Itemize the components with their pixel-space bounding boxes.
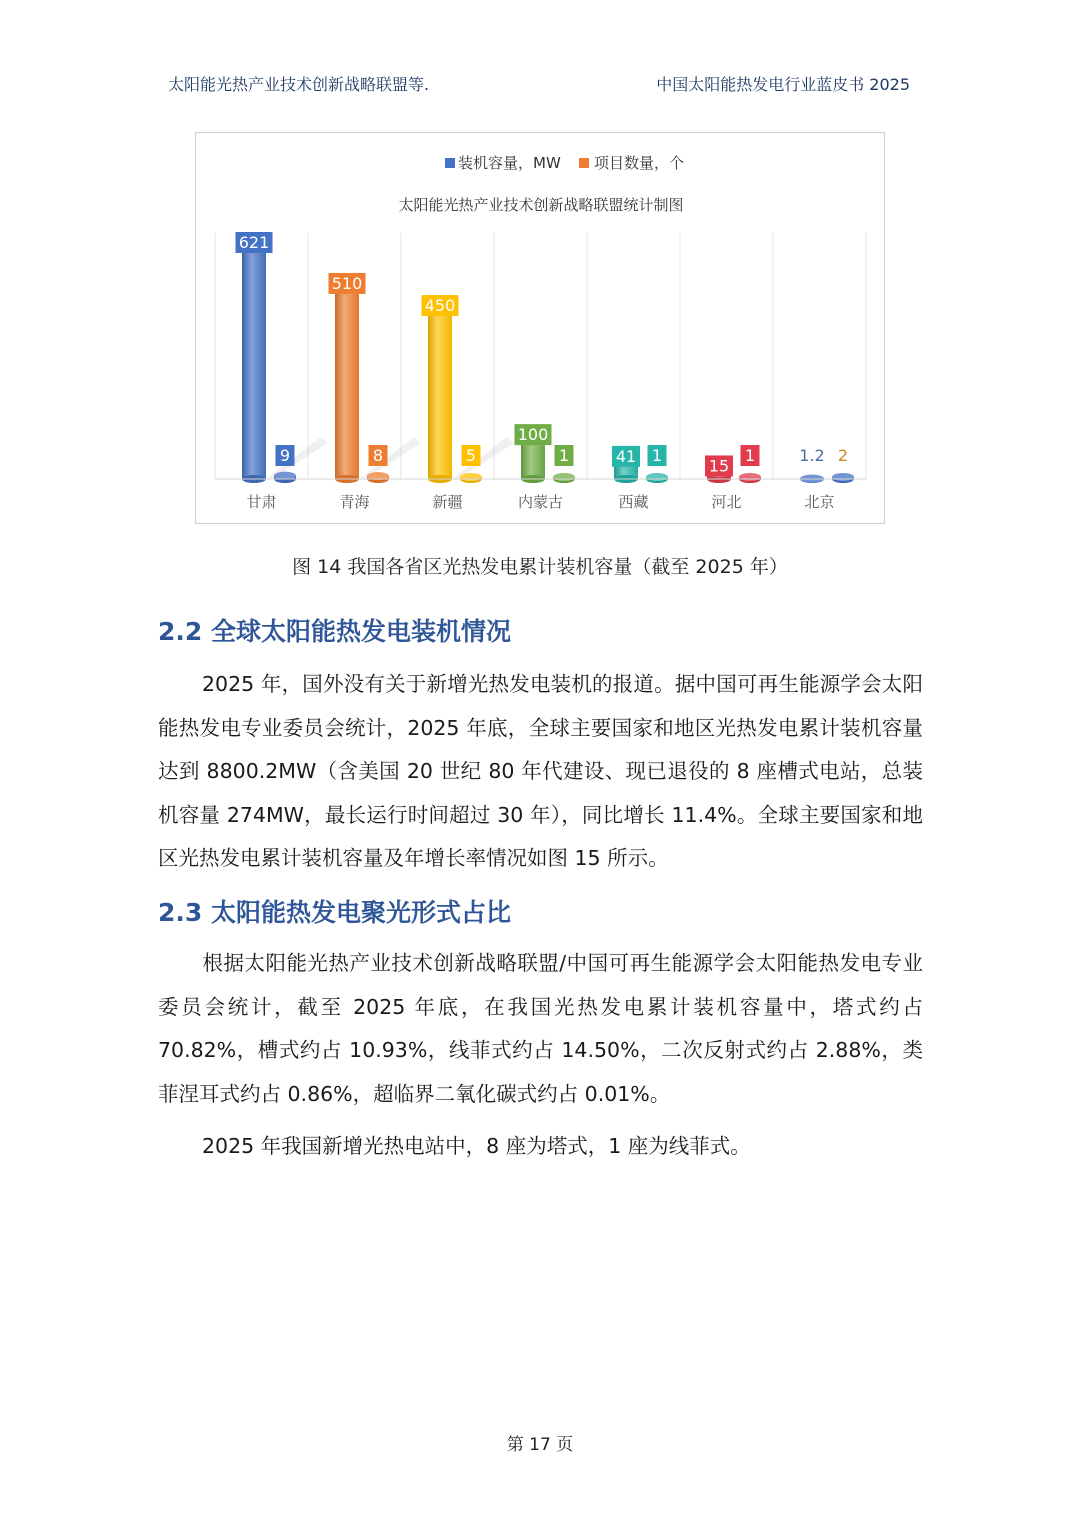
bar-capacity-1 <box>335 287 359 483</box>
section-heading-2-2: 2.2 全球太阳能热发电装机情况 <box>158 617 511 646</box>
paragraph-text: 2025 年，国外没有关于新增光热发电装机的报道。据中国可再生能源学会太阳能热发电专业委员会统计，2025 年底，全球主要国家和地区光热发电累计装机容量达到 8800.2MW（含美国 20 世纪 80 年代建设、现已退役的 8 座槽式电站，总装机容量 274MW，最长运行时间超过 30 年），同比增长 11.4%。全球主要国家和地区光热发电累计装机容量及年增长率情况如图 15 所示。 <box>158 672 923 870</box>
running-header-right: 中国太阳能热发电行业蓝皮书 2025 <box>656 75 910 94</box>
bar-projects-2 <box>460 473 482 483</box>
legend-swatch-projects <box>579 158 589 168</box>
category-label: 青海 <box>339 493 370 511</box>
bar-projects-6 <box>832 473 854 483</box>
section-2-2-paragraph <box>158 663 923 881</box>
value-label-text: 100 <box>517 425 549 445</box>
value-label-text: 15 <box>708 456 730 476</box>
value-label-text: 1.2 <box>799 446 825 465</box>
bar-projects-0 <box>274 472 296 483</box>
value-label-text: 1 <box>744 446 756 465</box>
category-label: 甘肃 <box>246 493 277 511</box>
chart-title: 太阳能光热产业技术创新战略联盟统计制图 <box>398 196 684 214</box>
value-label-projects-4 <box>648 445 667 466</box>
category-label: 北京 <box>804 493 835 511</box>
legend-label-projects: 项目数量，个 <box>594 154 685 172</box>
bar-cap <box>274 472 296 480</box>
legend-label-capacity: 装机容量，MW <box>458 154 561 172</box>
bar-shadow <box>266 437 328 479</box>
bar-body <box>521 442 545 479</box>
value-label-projects-5 <box>741 445 760 466</box>
chart-legend <box>445 154 684 172</box>
section-2-3-paragraph-2 <box>158 1125 923 1169</box>
chart-axis <box>215 479 866 511</box>
category-label: 新疆 <box>432 493 463 511</box>
bar-cap <box>460 473 482 481</box>
value-label-text: 41 <box>615 446 637 466</box>
value-label-projects-6 <box>838 446 848 465</box>
bar-shadow <box>452 437 514 479</box>
value-label-capacity-1 <box>329 273 366 294</box>
category-label: 西藏 <box>618 493 649 511</box>
value-label-capacity-0 <box>236 232 273 253</box>
value-label-capacity-5 <box>705 455 733 476</box>
bar-body <box>242 250 266 479</box>
bar-cap <box>739 473 761 481</box>
value-label-capacity-2 <box>422 295 459 316</box>
value-label-text: 1 <box>558 446 570 465</box>
bar-capacity-0 <box>242 246 266 483</box>
page-number: 第 17 页 <box>506 1435 574 1455</box>
bar-body <box>428 313 452 479</box>
section-heading-2-3: 2.3 太阳能热发电聚光形式占比 <box>158 898 511 927</box>
value-label-capacity-4 <box>612 446 640 467</box>
bar-capacity-2 <box>428 309 452 483</box>
bar-body <box>335 291 359 479</box>
legend-swatch-capacity <box>445 158 455 168</box>
category-label: 河北 <box>711 493 742 511</box>
value-label-text: 8 <box>372 446 384 465</box>
section-2-3-paragraph-1 <box>158 942 923 1116</box>
bar-cap <box>646 473 668 481</box>
chart-value-labels <box>236 232 849 476</box>
value-label-text: 9 <box>279 446 291 465</box>
value-label-projects-3 <box>555 445 574 466</box>
value-label-text: 1 <box>651 446 663 465</box>
value-label-projects-1 <box>369 445 388 466</box>
figure-caption: 图 14 我国各省区光热发电累计装机容量（截至 2025 年） <box>292 556 788 578</box>
installed-capacity-chart <box>195 132 885 524</box>
bar-projects-5 <box>739 473 761 483</box>
value-label-text: 510 <box>331 273 363 293</box>
bar-projects-4 <box>646 473 668 483</box>
bar-cap <box>832 473 854 481</box>
bar-shadow <box>359 437 421 479</box>
value-label-text: 5 <box>465 446 477 465</box>
running-header-left: 太阳能光热产业技术创新战略联盟等. <box>168 75 430 94</box>
value-label-projects-2 <box>462 445 481 466</box>
value-label-capacity-3 <box>515 424 552 445</box>
value-label-capacity-6 <box>799 446 824 465</box>
value-label-text: 2 <box>837 446 849 465</box>
paragraph-text: 2025 年我国新增光热电站中，8 座为塔式，1 座为线菲式。 <box>202 1134 751 1158</box>
bar-projects-1 <box>367 472 389 483</box>
bar-projects-3 <box>553 473 575 483</box>
value-label-projects-0 <box>276 445 295 466</box>
chart-canvas <box>196 133 886 525</box>
category-label: 内蒙古 <box>517 493 564 511</box>
value-label-text: 621 <box>238 233 270 253</box>
value-label-text: 450 <box>424 296 456 316</box>
bar-cap <box>553 473 575 481</box>
paragraph-text: 根据太阳能光热产业技术创新战略联盟/中国可再生能源学会太阳能热发电专业委员会统计，截至 2025 年底，在我国光热发电累计装机容量中，塔式约占 70.82%，槽式约占 10.93%，线菲式约占 14.50%，二次反射式约占 2.88%，类菲涅耳式约占 0.86%，超临界二氧化碳式约占 0.01%。 <box>158 951 923 1106</box>
